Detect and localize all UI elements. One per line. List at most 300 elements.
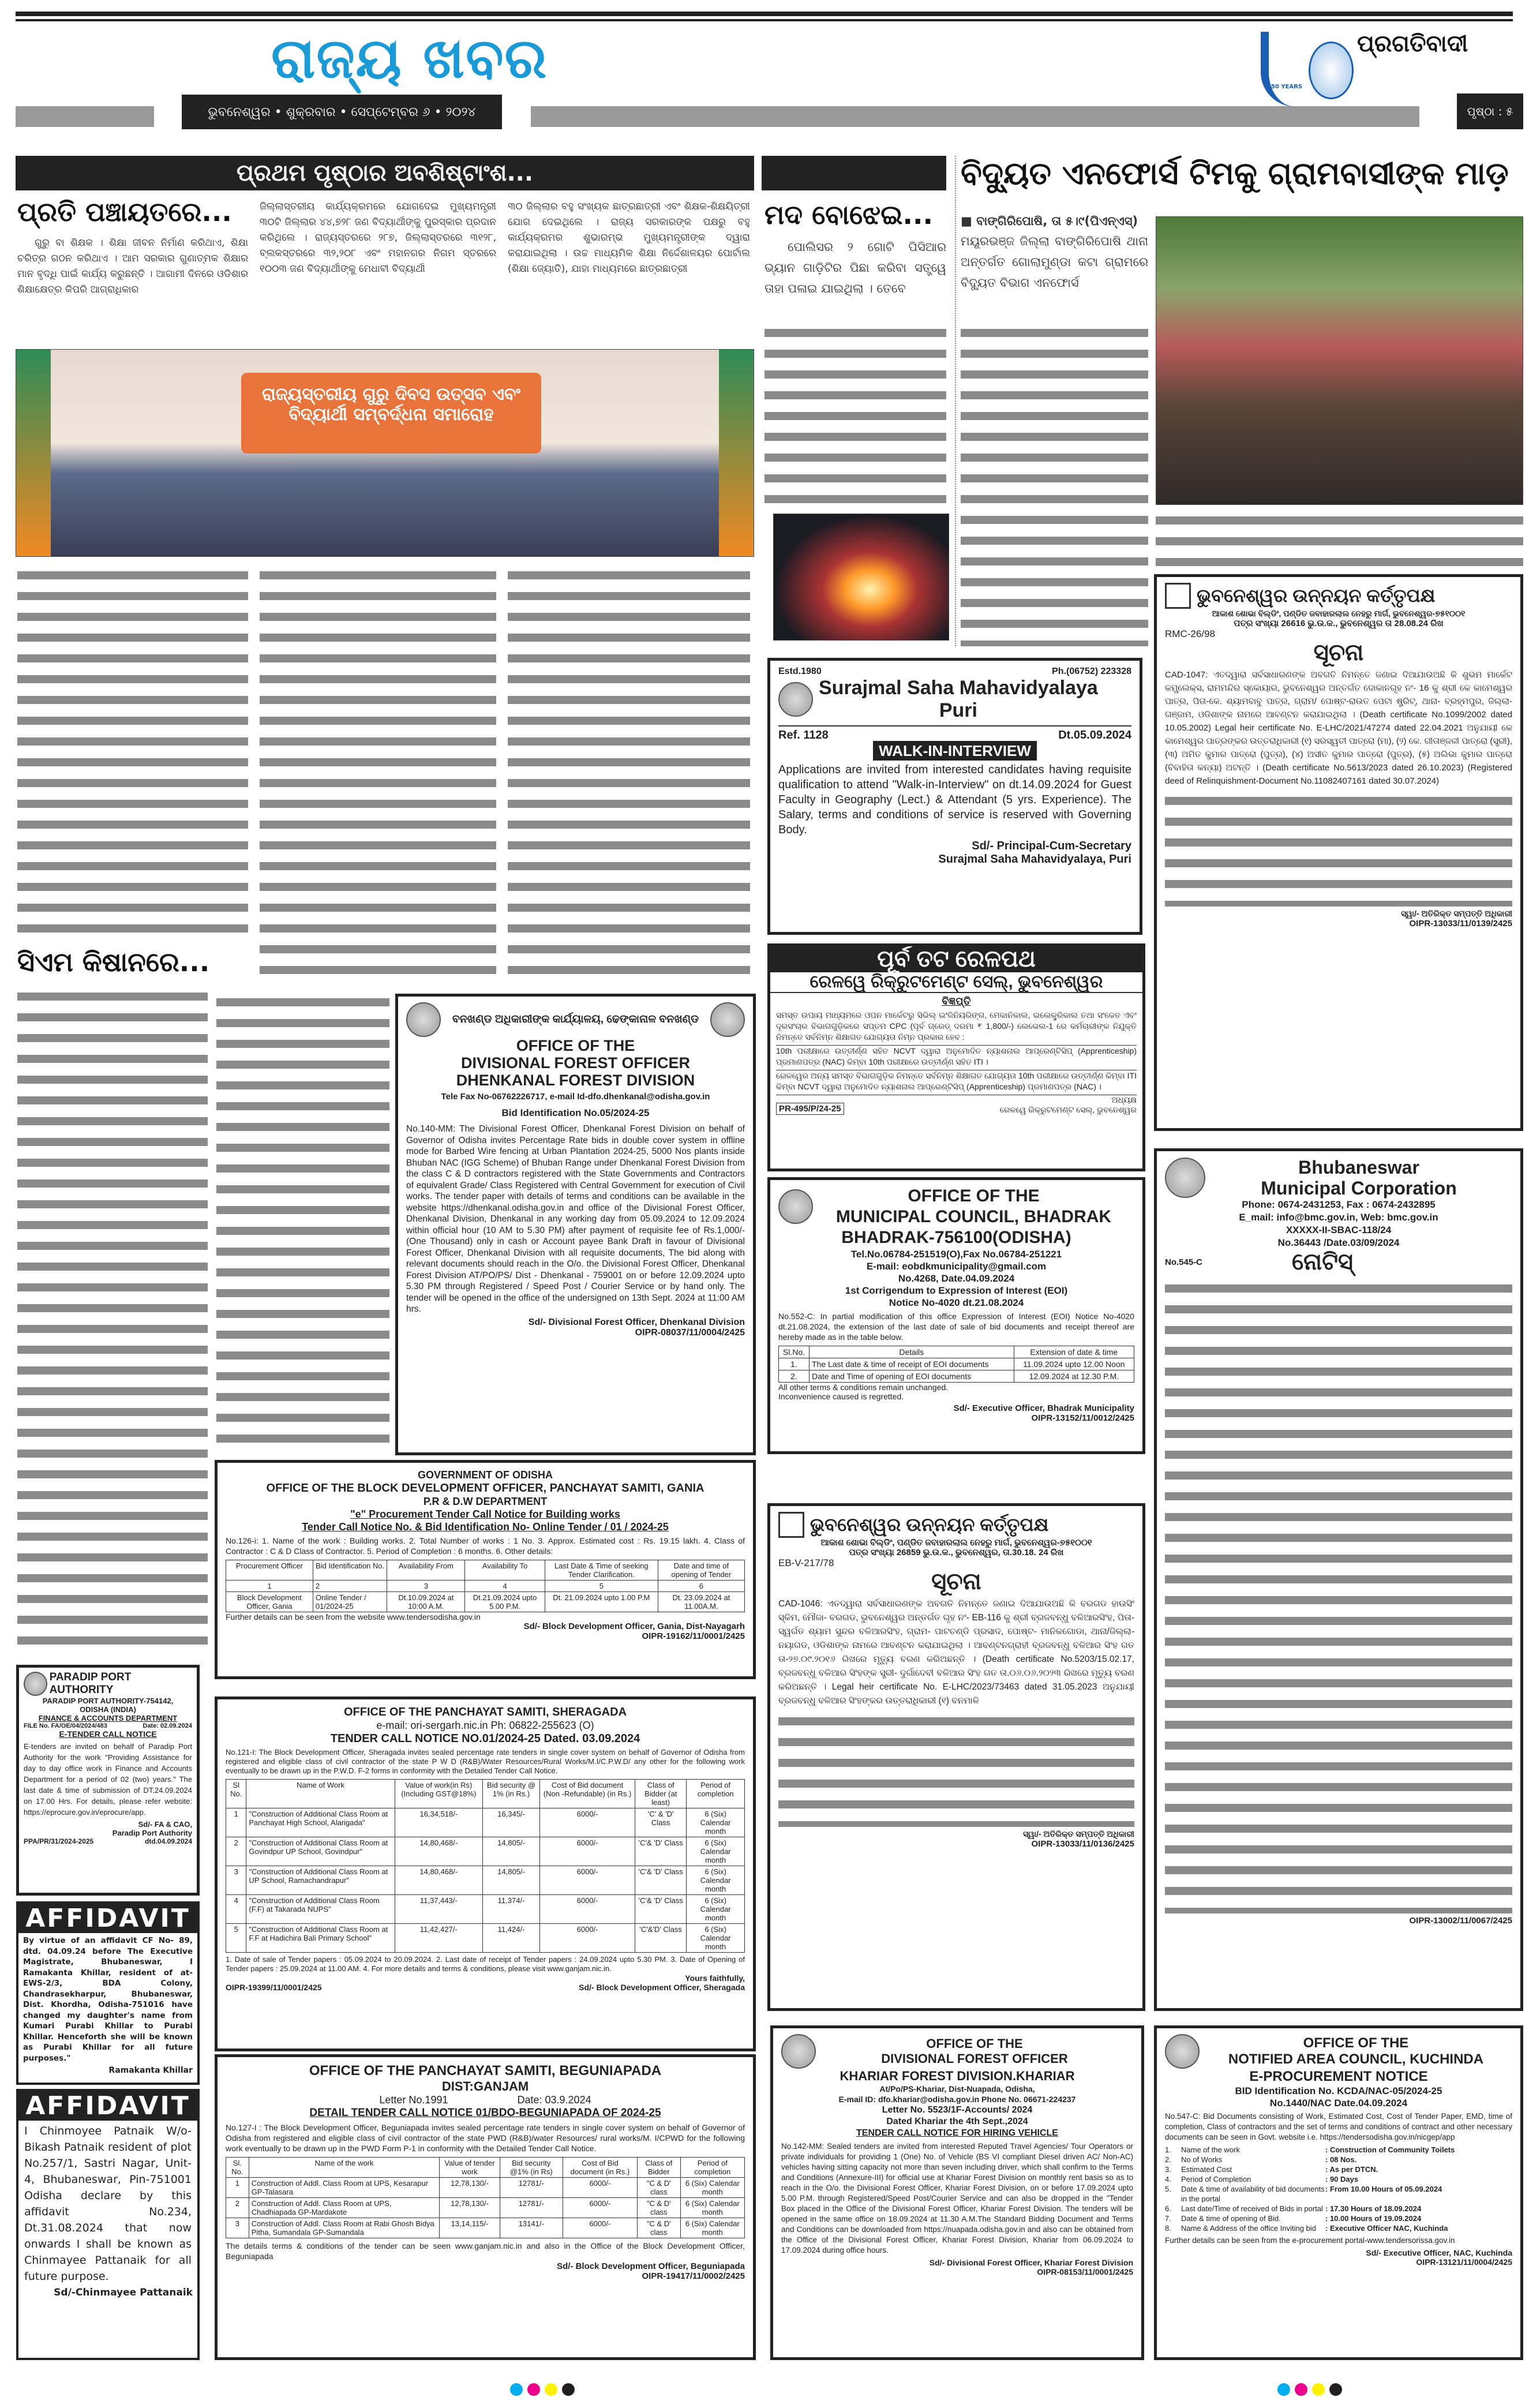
table-cell: Dt. 21.09.2024 upto 1.00 P.M: [545, 1592, 658, 1612]
ad-body: No.552-C: In partial modification of this office Expression of Interest (EOI) Notice No-4020 dt.21.08.2024, the extension of the last date of sale of bid documents and receipt thereof are hereby made as in the table below.: [778, 1312, 1134, 1342]
ad-code: OIPR-19417/11/0002/2425: [642, 2271, 745, 2281]
table-cell: Dt.10.09.2024 at 10:00 A.M.: [387, 1592, 465, 1612]
table-cell: "Construction of Additional Class Room at F.F at Hadichira Bali Primary School": [246, 1924, 395, 1953]
bid-details-list: [1165, 2145, 1512, 2233]
table-cell: 11,37,443/-: [395, 1895, 482, 1924]
table-cell: 6000/-: [563, 2198, 637, 2218]
story1-text-continued: [508, 566, 750, 981]
bda-logo-icon: [778, 1512, 804, 1538]
signature: Sd/- Block Development Officer, Beguniapada: [557, 2261, 745, 2271]
story1-headline: ପ୍ରତି ପଞ୍ଚାୟତରେ...: [17, 196, 232, 227]
item-value: : Construction of Community Toilets: [1325, 2145, 1455, 2154]
ad-heading: KHARIAR FOREST DIVISION.KHARIAR: [840, 2069, 1075, 2083]
item-value: : 08 Nos.: [1325, 2155, 1357, 2164]
date: dtd.04.09.2024: [144, 1837, 192, 1845]
column-header: Sl. No.: [226, 2158, 249, 2178]
item-number: 8.: [1165, 2224, 1171, 2233]
tender-table: [226, 1560, 745, 1612]
lead-text: ମୟୂରଭଞ୍ଜ ଜିଲ୍ଲା ବାଙ୍ଗିରିପୋଷି ଥାନା ଅନ୍ତର୍ଗତ ଗୋଲାମୁଣ୍ଡା କଟା ଗ୍ରାମରେ ବିଦ୍ୟୁତ ବିଭାଗ ଏନଫୋର୍ସ: [961, 234, 1148, 290]
logo-years: 50 YEARS: [1271, 84, 1303, 90]
notice-label: ବିଜ୍ଞପ୍ତି: [942, 995, 971, 1007]
story2-text: [17, 987, 208, 1650]
estd: Estd.1980: [778, 666, 822, 676]
registration-dot: [1329, 2383, 1342, 2396]
letter-no: Letter No. 5523/1F-Accounts/ 2024: [882, 2105, 1033, 2115]
column-header: Bid security @ 1% (in Rs.): [482, 1780, 539, 1808]
table-cell: "C & D' class: [637, 2198, 680, 2218]
signature: Ramakanta Khillar: [108, 2066, 193, 2075]
ad-code: OIPR-13033/11/0139/2425: [1409, 919, 1512, 928]
ad-body-continued: [1165, 791, 1512, 907]
table-cell: "Construction of Additional Class Room at UP School, Ramachandrapur": [246, 1866, 395, 1895]
ad-code: PPA/PR/31/2024-2025: [24, 1837, 94, 1845]
table-cell: Construction of Addl. Class Room at UPS, Kesarapur GP-Talasara: [249, 2178, 440, 2198]
table-cell: Block Development Officer, Gania: [226, 1592, 313, 1612]
registration-marks: [1275, 2383, 1344, 2398]
ad-body: CAD-1046: ଏତଦ୍ୱାରା ସର୍ବସାଧାରଣଙ୍କ ଅବଗତି ନିମନ୍ତେ ଜଣାଇ ଦିଆଯାଉଅଛି କି ବରଗଡ ହାଉସିଂ ସ୍କିମ, ମୌଜା- ବରଗଡ, ଭୁବନେଶ୍ୱର ଅନ୍ତର୍ଗତ ଗୃହ ନଂ- EB-116 କୁ ଶ୍ରୀ ବ୍ରଜବନ୍ଧୁ ବଳିଆରସିଂହ, ପିତା-ସ୍ୱର୍ଗତ ଶ୍ୟାମ ସୁନ୍ଦର ବଳିଆରସିଂହ, ଗ୍ରାମ- ପାଟଚଣ୍ଡି ପ୍ରସାଦ, ପୋଷ୍ଟ- ମାନିକଗୋଡା, ଥାନା/ଜିଲ୍ଲା- ନୟାଗଡ, ଓଡିଶାଙ୍କ ନାମରେ ଆବଣ୍ଟନ କରାଯାଇଥିଲା । ଆବଣ୍ଟନଗ୍ରାହୀ ବ୍ରଜବନ୍ଧୁ ବଳିଆର ସିଂହ ଗତ ତା-୨୭.୦୯.୨୦୧୬ ରିଖରେ ମୃତ୍ୟୁ ବରଣ କରିଅଛନ୍ତି । (Death certificate No.5203/15.02.17, ବ୍ରଜବନ୍ଧୁ ବଳିଆର ସିଂହଙ୍କ ସ୍ତ୍ରୀ- ଦୁର୍ଗାଦେବୀ ବଳିଆର ସିଂହ ଗତ ତା.୦୬.୦୬.୨୦୨୩ ରିଖରେ ମୃତ୍ୟୁ ବରଣ କରିଅଛନ୍ତି । Legal heir certificate No. E-LHC/2023/73463 dated 31.05.2023 ଅନୁଯାୟୀ ବ୍ରଜବନ୍ଧୁ ବଳିଆର ସିଂହଙ୍କର ଉତ୍ତରାଧିକାରୀ (୧) ବନମାଳି: [778, 1599, 1134, 1706]
table-cell: 11,42,427/-: [395, 1924, 482, 1953]
table-cell: 6 (Six) Calendar month: [687, 1924, 745, 1953]
list-item: [1165, 2184, 1512, 2204]
ad-heading: E-PROCUREMENT NOTICE: [1249, 2069, 1428, 2084]
railway-title: ପୂର୍ବ ତଟ ରେଳପଥ: [770, 946, 1142, 972]
notice-title: ନୋଟିସ୍: [1292, 1249, 1353, 1275]
table-row: [779, 1370, 1134, 1383]
section-title: ରାଜ୍ୟ ଖବର: [271, 26, 548, 91]
signature: Sd/- FA & CAO,: [138, 1820, 192, 1829]
ad-heading-odia: ବନଖଣ୍ଡ ଅଧିକାରୀଙ୍କ କାର୍ଯ୍ୟାଳୟ, ଢେଙ୍କାନାଳ ବନଖଣ୍ଡ: [452, 1013, 699, 1025]
item-number: 4.: [1165, 2175, 1171, 2184]
college-seal-icon: [778, 682, 813, 717]
table-row: [226, 1837, 745, 1866]
garland-decoration: [719, 350, 754, 556]
table-cell: Dt. 23.09.2024 at 11.00A.M.: [658, 1592, 744, 1612]
signature-title: ଅଧ୍ୟକ୍ଷ: [1111, 1095, 1137, 1104]
table-header-row: [779, 1346, 1134, 1358]
registration-dot: [545, 2383, 557, 2396]
news-photo-villagers: [1156, 216, 1523, 505]
table-cell: Online Tender / 01/2024-25: [313, 1592, 387, 1612]
item-value: : As per DTCN.: [1325, 2165, 1378, 2174]
ad-code: OIPR-19399/11/0001/2425: [226, 1983, 322, 1992]
nac-seal-icon: [1165, 2034, 1200, 2069]
table-row: [226, 1592, 745, 1612]
ad-body: No.547-C: Bid Documents consisting of Work, Estimated Cost, Cost of Tender Paper, EMD, time of completion, Class of contractors and the set of terms and conditions of contract and other necessary documents can be seen in Govt. website i.e. https://tendersodisha.gov.in/nicgep/app: [1165, 2112, 1512, 2141]
column-header: Date and time of opening of Tender: [658, 1560, 744, 1581]
ad-heading: GOVERNMENT OF ODISHA: [417, 1469, 553, 1481]
ad-surajmal-walk-in: [767, 658, 1142, 935]
table-row: [226, 1866, 745, 1895]
contact: E-mail ID: dfo.khariar@odisha.gov.in Phone No. 06671-224237: [838, 2095, 1076, 2104]
story1-col3: ୩୦ ଜିଲ୍ଲାର ବହୁ ସଂଖ୍ୟକ ଛାତ୍ରଛାତ୍ରୀ ଏବଂ ଶିକ୍ଷକ-ଶିକ୍ଷୟିତ୍ରୀ ଯୋଗ ଦେଇଥିଲେ । ରାଜ୍ୟ ସରକାରଙ୍କ ପକ୍ଷରୁ ବହୁ କାର୍ଯ୍ୟକ୍ରମର ଶୁଭାରମ୍ଭ ମୁଖ୍ୟମନ୍ତ୍ରୀଙ୍କ ଦ୍ୱାରା କରାଯାଇଥିଲା । ଉଚ୍ଚ ମାଧ୍ୟମିକ ଶିକ୍ଷା ନିର୍ଦ୍ଦେଶାଳୟର ପୋର୍ଟାଲ (ଶିକ୍ଷା ଜ୍ୟୋତି), ଯାହା ମାଧ୍ୟମରେ ଛାତ୍ରଛାତ୍ରୀ: [508, 201, 750, 275]
ad-body: ସମସ୍ତ ଉପାୟ ମାଧ୍ୟମରେ ଓପନ ମାର୍କେଟରୁ ସିଭିଲ୍ ଇଂଜିନିୟରିଙ୍ଗ, ମେକାନିକାଲ, ଇଲେକ୍ଟ୍ରିକାଲ ତଥା ସଂକେତ ଏବଂ ଦୂରସଂଚାର ବିଭାଗଗୁଡ଼ିକରେ ସପ୍ତମ CPC (ପୂର୍ବ ଗ୍ରେଡ୍ ଦରମା ₹ 1,800/-) ଲେଭେଲ-1 ରେ କର୍ମଚାରୀଙ୍କ ନିଯୁକ୍ତି ନିମନ୍ତେ ସର୍ବନିମ୍ନ ଶିକ୍ଷାଗତ ଯୋଗ୍ୟତା ନିମ୍ନ ପ୍ରକାର ହେବ :: [776, 1010, 1137, 1042]
ref: No.36443 /Date.03/09/2024: [1277, 1237, 1400, 1248]
ad-heading: Bhubaneswar: [1298, 1157, 1419, 1178]
table-cell: 12,78,130/-: [440, 2178, 500, 2198]
ref: XXXXX-II-SBAC-118/24: [1286, 1224, 1392, 1235]
table-cell: 6000/-: [563, 2218, 637, 2238]
ref: No.4268, Date.04.09.2024: [898, 1273, 1015, 1284]
list-item: [1165, 2164, 1512, 2174]
table-cell: 6 (Six) Calendar month: [687, 1808, 745, 1837]
ad-code: OIPR-13121/11/0004/2425: [1416, 2257, 1512, 2267]
ref: No.1440/NAC Date.04.09.2024: [1269, 2098, 1408, 2109]
ad-dhenkanal-forest: [395, 994, 756, 1455]
ad-body: No.140-MM: The Divisional Forest Officer, Dhenkanal Forest Division on behalf of Governor of Odisha invites Percentage Rate bids in double cover system in offline mode for Barbed Wire fencing at Urban Plantation 2024-25, 5000 Nos plants inside Bhuban NAC (IGG Scheme) of Bhuban Range under Dhenkanal Forest Division from the class C & D contractors registered with the State Governments and Contractors of equivalent Grade/ Class Registered with Central Government for execution of Civil works. The tender paper with details of terms and conditions can be available in the website https://dhenkanal.odisha.gov.in and office of the Divisional Forest Officer, Dhenkanal Division, Dhenkanal in any working day from 05.09.2024 to 12.09.2024 within official hour (10 AM to 5.30 PM) after payment of requisite fee of Rs.1,000/- (One Thousand) only in cash or Account payee Bank Draft in favour of Divisional Forest Officer, Dhenkanal Division with all requisite documents, The bid along with relevant documents should reach in the O/o. the Divisional Forest Officer, Dhenkanal Forest Division AT/PO/PS/ Dist - Dhenkanal - 759001 on or before 12.09.2024 upto 5.30 PM through Registered / Speed Post / Courier Service or by hand only. The tender will be opened in the office of the undersigned on 13th Sept. 2024 at 11:00 AM hrs.: [406, 1124, 745, 1314]
table-cell: 6 (Six) Calendar month: [687, 1837, 745, 1866]
signature: Sd/-Chinmayee Pattanaik: [54, 2287, 193, 2298]
table-cell: 'C'& 'D' Class: [635, 1895, 687, 1924]
ad-subheading: "e" Procurement Tender Call Notice for Building works: [350, 1508, 620, 1520]
table-cell: Date and Time of opening of EOI documents: [809, 1370, 1014, 1383]
ad-body: Applications are invited from interested candidates having requisite qualification to attend "Walk-in-Interview" on dt.14.09.2024 for Guest Faculty in Geography (Lect.) & Attendant (5 yrs. Experience). The Salary, terms and conditions of service is reserved with Governing Body.: [778, 763, 1131, 836]
table-cell: 14,80,468/-: [395, 1837, 482, 1866]
address: At/Po/PS-Khariar, Dist-Nuapada, Odisha,: [879, 2084, 1035, 2094]
tender-table: [226, 2157, 745, 2238]
paper-name-logo: ପ୍ରଗତିବାଦୀ: [1357, 31, 1468, 57]
table-cell: The Last date & time of receipt of EOI documents: [809, 1358, 1014, 1370]
table-cell: 12781/-: [500, 2198, 563, 2218]
table-row: [779, 1358, 1134, 1370]
gray-bar: [16, 106, 154, 127]
table-row: [226, 1895, 745, 1924]
date: Date: 03.9.2024: [517, 2094, 591, 2106]
registration-marks: [508, 2383, 577, 2398]
ad-heading: NOTIFIED AREA COUNCIL, KUCHINDA: [1228, 2051, 1484, 2067]
gray-bar: [531, 106, 1419, 127]
table-cell: 6: [658, 1581, 744, 1592]
ad-bda-cad-1046: [767, 1503, 1145, 2011]
table-cell: "Construction of Additional Class Room at Panchayat High School, Alarigada": [246, 1808, 395, 1837]
top-rule-thin: [16, 19, 1513, 21]
photo-banner-text: ରାଜ୍ୟସ୍ତରୀୟ ଗୁରୁ ଦିବସ ଉତ୍ସବ ଏବଂ ବିଦ୍ୟାର୍ଥୀ ସମ୍ବର୍ଦ୍ଧନା ସମାରୋହ: [241, 373, 541, 454]
column-header: Period of completion: [687, 1780, 745, 1808]
ad-heading: P.R & D.W DEPARTMENT: [423, 1496, 548, 1507]
table-cell: 'C'& 'D' Class: [635, 1866, 687, 1895]
table-cell: 14,805/-: [482, 1866, 539, 1895]
tender-table: [226, 1779, 745, 1953]
table-cell: 12.09.2024 at 12.30 P.M.: [1014, 1370, 1134, 1383]
table-cell: 12781/-: [500, 2178, 563, 2198]
page-number: ପୃଷ୍ଠା : ୫: [1457, 93, 1523, 129]
story3-headline: ମଦ ବୋଝେଇ...: [765, 199, 933, 230]
college-name: Surajmal Saha Mahavidyalaya: [819, 677, 1098, 699]
table-row: [226, 2178, 745, 2198]
table-cell: 2: [226, 1837, 246, 1866]
column-header: Name of Work: [246, 1780, 395, 1808]
ad-heading: ଭୁବନେଶ୍ୱର ଉନ୍ନୟନ କର୍ତ୍ତୃପକ୍ଷ: [810, 1514, 1049, 1535]
signature: Sd/- Block Development Officer, Sheragada: [579, 1983, 745, 1992]
table-cell: 6000/-: [563, 2178, 637, 2198]
ad-body-odia: [1165, 1279, 1512, 1913]
ad-body: No.127-I : The Block Development Officer, Beguniapada invites sealed percentage rate tenders in single cover system on behalf of Governor of Odisha from registered and eligible class of civil contractor of the state PWD (R&B)/water Resources/ rural works/M. I/CPWD for the following work eventually to be drawn up in the PWD Form P-1 in conformity with the Detailed Tender Call Notice.: [226, 2123, 745, 2153]
signature: Sd/- Divisional Forest Officer, Dhenkanal Division: [528, 1317, 745, 1327]
list-item: [1165, 2174, 1512, 2184]
contact: E-mail: eobdkmunicipality@gmail.com: [866, 1261, 1047, 1272]
table-cell: 6 (Six) Calendar month: [687, 1866, 745, 1895]
bmc-logo-icon: [1165, 1158, 1205, 1198]
item-value: : Executive Officer NAC, Kuchinda: [1325, 2224, 1448, 2233]
ad-bhadrak-municipal: [767, 1177, 1145, 1454]
forest-dept-seal-icon: [710, 1002, 745, 1037]
column-header: Class of Bidder: [637, 2158, 680, 2178]
column-header: Details: [809, 1346, 1014, 1358]
ref: RMC-26/98: [1165, 628, 1215, 639]
ad-affidavit-khillar: [16, 1901, 200, 2085]
item-label: Date & time of opening of Bid.: [1181, 2214, 1281, 2223]
list-item: [1165, 2145, 1512, 2155]
top-rule: [16, 12, 1513, 16]
item-label: Name of the work: [1181, 2145, 1240, 2154]
ad-body: E-tenders are invited on behalf of Paradip Port Authority for the work "Providing Assistance for day to day office work in Finance and Accounts Department for a period of 02 (two) years." The last date & time of submission of DT.24.09.2024 on 17.00 Hrs. For details, please refer website: https://eprocure.gov.in/eprocure/app.: [24, 1742, 192, 1817]
ad-subheading: TENDER CALL NOTICE NO.01/2024-25 Dated. 03.09.2024: [330, 1732, 640, 1745]
table-cell: "Construction of Additional Class Room (F.F) at Takarada NUPS": [246, 1895, 395, 1924]
column-header: Sl.No.: [779, 1346, 810, 1358]
table-cell: 12,78,130/-: [440, 2198, 500, 2218]
item-number: 7.: [1165, 2214, 1171, 2223]
table-cell: 2: [226, 2198, 249, 2218]
item-label: Last date/Time of received of Bids in portal: [1181, 2204, 1323, 2213]
notice-title: ସୂଚନା: [1313, 640, 1364, 665]
column-header: Last Date & Time of seeking Tender Clarification.: [545, 1560, 658, 1581]
story1-col2: ଜିଲ୍ଲାସ୍ତରୀୟ କାର୍ଯ୍ୟକ୍ରମରେ ଯୋଗଦେଇ ମୁଖ୍ୟମନ୍ତ୍ରୀ ୩୦ଟି ଜିଲ୍ଲାର ୪୪,୭୨୮ ଜଣ ବିଦ୍ୟାର୍ଥୀଙ୍କୁ ପୁରସ୍କାର ପ୍ରଦାନ କରିଥିଲେ । ରାଜ୍ୟସ୍ତରରେ ୨୮୭, ଜିଲ୍ଲାସ୍ତରରେ ୩୧୨୮, ବ୍ଲକସ୍ତରରେ ୩୨,୨୦୮ ଏବଂ ମହାନଗର ନିଗମ ସ୍ତରରେ ୧୦୦୩ ଜଣ ବିଦ୍ୟାର୍ଥୀଙ୍କୁ ମେଧାବୀ ବିଦ୍ୟାର୍ଥୀ: [260, 201, 496, 275]
story3-text: ପୋଲିସର ୨ ଗୋଟି ପିସିଆର ଭ୍ୟାନ ଗାଡ଼ିଟିର ପିଛା କରିବା ସତ୍ତ୍ୱେ ତାହା ପଳାଇ ଯାଇଥିଲା । ତେବେ: [765, 240, 946, 295]
letter-no: Letter No.1991: [379, 2094, 448, 2106]
table-cell: 6000/-: [540, 1895, 635, 1924]
registration-dot: [562, 2383, 575, 2396]
column-header: Bid security @1% (in Rs): [500, 2158, 563, 2178]
table-cell: 6000/-: [540, 1837, 635, 1866]
ad-heading: OFFICE OF THE PANCHAYAT SAMITI, SHERAGADA: [343, 1706, 627, 1718]
ad-note: Further details can be seen from the e-procurement portal-www.tendersorissa.gov.in: [1165, 2236, 1455, 2245]
list-item: [1165, 2223, 1512, 2233]
ad-note: Further details can be seen from the website www.tendersodisha.gov.in: [226, 1612, 481, 1621]
table-cell: 11.09.2024 upto 12.00 Noon: [1014, 1358, 1134, 1370]
table-cell: "Construction of Additional Class Room at Govindpur UP School, Govindpur": [246, 1837, 395, 1866]
item-value: : 90 Days: [1325, 2175, 1359, 2184]
item-number: 5.: [1165, 2185, 1171, 2193]
contact: Tel.No.06784-251519(O),Fax No.06784-251221: [850, 1249, 1062, 1260]
column-header: Procurement Officer: [226, 1560, 313, 1581]
ad-subheading: TENDER CALL NOTICE FOR HIRING VEHICLE: [856, 2128, 1058, 2138]
date: Dt.05.09.2024: [1058, 729, 1131, 742]
date: Date: 02.09.2024: [143, 1722, 192, 1729]
ad-note: Inconvenience caused is regretted.: [778, 1392, 904, 1401]
item-value: : 17.30 Hours of 18.09.2024: [1325, 2204, 1422, 2213]
ad-subheading: 1st Corrigendum to Expression of Interest (EOI): [845, 1285, 1068, 1296]
ad-bmc-notice: [1154, 1148, 1523, 2011]
garland-decoration: [16, 350, 51, 556]
table-row: [226, 2198, 745, 2218]
news-photo-teachers-day: [16, 349, 754, 557]
story1-text-continued: [17, 566, 248, 935]
ad-subheading: Tender Call Notice No. & Bid Identification No- Online Tender / 01 / 2024-25: [302, 1521, 669, 1533]
walk-in-title: WALK-IN-INTERVIEW: [873, 741, 1037, 761]
ad-code: OIPR-08153/11/0001/2425: [1037, 2267, 1133, 2276]
table-cell: 14,805/-: [482, 1837, 539, 1866]
ad-body: 10th ପରୀକ୍ଷାରେ ଉତ୍ତୀର୍ଣ୍ଣ ସହିତ NCVT ଦ୍ୱାରା ଅନୁମୋଦିତ ନ୍ୟାଶନାଲ ଆପ୍ରେଣ୍ଟିସିପ୍ (Apprenticeship) ପ୍ରମାଣପତ୍ର (NAC) କିମ୍ବା 10th ପରୀକ୍ଷାରେ ଉତ୍ତୀର୍ଣ୍ଣ ସହିତ ITI ।: [776, 1046, 1137, 1066]
table-header-row: [226, 2158, 745, 2178]
column-header: Period of completion: [680, 2158, 744, 2178]
ad-kuchinda-eprocurement: [1154, 2025, 1523, 2360]
affidavit-title: AFFIDAVIT: [18, 1904, 197, 1933]
ad-heading: DIVISIONAL FOREST OFFICER: [460, 1054, 691, 1072]
ad-beguniapada-tender: [215, 2054, 756, 2360]
column-header: Class of Bidder (at least): [635, 1780, 687, 1808]
college-city: Puri: [939, 699, 977, 721]
ref: No.545-C: [1165, 1257, 1203, 1267]
column-header: Availability From: [387, 1560, 465, 1581]
anniversary-logo-icon: [1261, 32, 1304, 107]
table-cell: 2: [313, 1581, 387, 1592]
affidavit-title: AFFIDAVIT: [18, 2091, 197, 2121]
item-number: 2.: [1165, 2155, 1171, 2164]
ad-heading: OFFICE OF THE: [516, 1037, 635, 1054]
ad-code: OIPR-19162/11/0001/2425: [642, 1631, 745, 1641]
item-label: Date & time of availability of bid documents in the portal: [1181, 2185, 1325, 2203]
table-cell: 5: [226, 1924, 246, 1953]
registration-dot: [1295, 2383, 1307, 2396]
ad-heading: OFFICE OF THE BLOCK DEVELOPMENT OFFICER, PANCHAYAT SAMITI, GANIA: [266, 1482, 704, 1495]
table-row: [226, 1808, 745, 1837]
ad-heading: DIVISIONAL FOREST OFFICER: [881, 2051, 1068, 2066]
ad-code: PR-495/P/24-25: [776, 1103, 844, 1115]
table-cell: 'C'&'D' Class: [635, 1924, 687, 1953]
table-cell: 6000/-: [540, 1924, 635, 1953]
column-header: Extension of date & time: [1014, 1346, 1134, 1358]
address: PARADIP PORT AUTHORITY-754142,: [42, 1697, 174, 1705]
table-cell: 1.: [779, 1358, 810, 1370]
letter-no: ପତ୍ର ସଂଖ୍ୟା 26616 ଭୁ.ଉ.କ., ଭୁବନେଶ୍ୱର ତା 28.08.24 ରିଖ: [1234, 619, 1444, 628]
department: FINANCE & ACCOUNTS DEPARTMENT: [38, 1714, 178, 1722]
table-cell: 'C'& 'D' Class: [635, 1837, 687, 1866]
item-label: Period of Completion: [1181, 2175, 1251, 2184]
ad-subheading: DETAIL TENDER CALL NOTICE 01/BDO-BEGUNIAPADA OF 2024-25: [309, 2107, 661, 2119]
ad-code: OIPR-13152/11/0012/2425: [1031, 1413, 1134, 1423]
table-cell: 1: [226, 1581, 313, 1592]
affidavit-body: By virtue of an affidavit CF No- 89, dtd. 04.09.24 before The Executive Magistrate, Bhubaneswar, I Ramakanta Khillar, resident of at-EWS-2/3, BDA Colony, Chandrasekharpur, Bhubaneswar, Dist. Khordha, Odisha-751016 have changed my daughter's name from Kumari Purabi Khillar to Purabi Khillar. Henceforth she will be known as Purabi Khillar for all future purposes.": [23, 1936, 193, 2063]
phone: Ph.(06752) 223328: [1052, 666, 1131, 676]
file-no: FILE No. FA/OE/04/2024/483: [24, 1722, 107, 1729]
signature: Sd/- Principal-Cum-Secretary: [972, 840, 1131, 852]
signature: Paradip Port Authority: [112, 1829, 192, 1837]
notice-title: ସୂଚନା: [931, 1569, 981, 1594]
story2-headline: ସିଏମ କିଷାନରେ...: [17, 946, 210, 978]
column-header: Availability To: [465, 1560, 545, 1581]
ad-note: All other terms & conditions remain unchanged.: [778, 1383, 949, 1392]
bda-logo-icon: [1165, 583, 1191, 609]
ad-subheading: E-TENDER CALL NOTICE: [59, 1729, 157, 1739]
list-item: [1165, 2204, 1512, 2214]
column-header: Sl No.: [226, 1780, 246, 1808]
ad-body-continued: [778, 1712, 1134, 1827]
item-value: : From 10.00 Hours of 05.09.2024: [1325, 2185, 1442, 2193]
table-cell: 'C' & 'D' Class: [635, 1808, 687, 1837]
signature: Sd/- Executive Officer, Bhadrak Municipality: [953, 1403, 1134, 1413]
table-header-row: [226, 1780, 745, 1808]
lead-headline: ବିଦ୍ୟୁତ ଏନଫୋର୍ସ ଟିମକୁ ଗ୍ରାମବାସୀଙ୍କ ମାଡ଼: [961, 155, 1509, 192]
table-cell: 3: [226, 2218, 249, 2238]
table-cell: Construction of Addl. Class Room at UPS, Chadhiapada GP-Mardakote: [249, 2198, 440, 2218]
contact: e-mail: ori-sergarh.nic.in Ph: 06822-255623 (O): [376, 1720, 594, 1731]
table-cell: 11,424/-: [482, 1924, 539, 1953]
table-cell: 3: [387, 1581, 465, 1592]
table-cell: 1: [226, 2178, 249, 2198]
table-cell: 3: [226, 1866, 246, 1895]
table-cell: 14,80,468/-: [395, 1866, 482, 1895]
ad-code: OIPR-13002/11/0067/2425: [1409, 1916, 1512, 1926]
table-row: [226, 1924, 745, 1953]
dateline: ଭୁବନେଶ୍ୱର • ଶୁକ୍ରବାର • ସେପ୍ଟେମ୍ବର ୬ • ୨୦୨୪: [182, 95, 502, 129]
contact: Tele Fax No-06762226717, e-mail Id-dfo.dhenkanal@odisha.gov.in: [441, 1092, 710, 1102]
table-cell: 6000/-: [540, 1866, 635, 1895]
registration-dot: [510, 2383, 523, 2396]
column-header: Value of work(in Rs) (Including GST@18%): [395, 1780, 482, 1808]
table-cell: "C & D' class: [637, 2178, 680, 2198]
address: ଆକାଶ ଶୋଭା ବିଲ୍ଡିଂ, ପଣ୍ଡିତ ଜବାହାରଲାଲ ନେହରୁ ମାର୍ଗ, ଭୁବନେଶ୍ୱର-୭୫୧୦୦୧: [820, 1538, 1092, 1548]
signature: ସ୍ୱା/- ଅତିରିକ୍ତ ସମ୍ପତ୍ତି ଅଧିକାରୀ: [1023, 1829, 1134, 1838]
table-cell: "C & D' class: [637, 2218, 680, 2238]
continued-banner: ପ୍ରଥମ ପୃଷ୍ଠାର ଅବଶିଷ୍ଟାଂଶ...: [16, 156, 754, 190]
column-header: Cost of Bid document (in Rs.): [563, 2158, 637, 2178]
eoi-table: [778, 1346, 1134, 1383]
ad-railway-recruitment: [767, 943, 1145, 1171]
ad-heading: OFFICE OF THE: [926, 2036, 1023, 2051]
table-cell: 16,345/-: [482, 1808, 539, 1837]
item-value: : 10.00 Hours of 19.09.2024: [1325, 2214, 1422, 2223]
ad-heading: OFFICE OF THE: [1303, 2035, 1409, 2051]
table-cell: Dt.21.09.2024 upto 5.00 P.M.: [465, 1592, 545, 1612]
table-cell: 2.: [779, 1370, 810, 1383]
item-label: No of Works: [1181, 2155, 1223, 2164]
closing: Yours faithfully,: [685, 1973, 745, 1983]
ad-body: No.126-i: 1. Name of the work : Building works. 2. Total Number of works : 1 No. 3. Approx. Estimated cost : Rs. 19.15 lakh. 4. Class of Contractor : C & D Class of Contractor. 5. Period of Completion : 6 months. 6. Other details:: [226, 1536, 745, 1556]
ad-code: OIPR-13033/11/0136/2425: [1031, 1839, 1134, 1849]
address: ଆକାଶ ଶୋଭା ବିଲ୍ଡିଂ, ପଣ୍ଡିତ ଜବାହାରଲାଲ ନେହରୁ ମାର୍ଗ, ଭୁବନେଶ୍ୱର-୭୫୧୦୦୧: [1212, 609, 1466, 618]
address: ODISHA (INDIA): [80, 1705, 136, 1714]
ad-heading: OFFICE OF THE PANCHAYAT SAMITI, BEGUNIAPADA: [309, 2063, 662, 2079]
table-cell: 1: [226, 1808, 246, 1837]
story2-text: [216, 993, 389, 1454]
table-header-row: [226, 1560, 745, 1581]
news-photo-fire: [773, 514, 949, 641]
table-cell: 6 (Six) Calendar month: [680, 2198, 744, 2218]
item-number: 6.: [1165, 2204, 1171, 2213]
ad-body: CAD-1047: ଏତଦ୍ୱାରା ସର୍ବସାଧାରଣଙ୍କ ଅବଗତି ନିମନ୍ତେ ଜଣାଇ ଦିଆଯାଉଅଛି କି ଶୁଭମ ମାର୍କେଟ କମ୍ପ୍ଲେକ୍ସ, ରାମମନ୍ଦିର ସ୍କୋୟାର, ଭୁବନେଶ୍ୱର ଅନ୍ତର୍ଗତ ଦୋକାନଗୃହ ନଂ- 16 କୁ ଶ୍ରୀ କେ କାମେଶ୍ୱର ପାତ୍ର, ପିତା-କେ. ଶ୍ୟାମବାବୁ ପାତ୍ର, ଗ୍ରାମ/ ପୋଷ୍ଟ-ରାଉତ ପେଟା ଷ୍ଟ୍ରିଟ୍, ଥାନା- ବ୍ରହ୍ମପୁର, ଜିଲ୍ଲା- ଗଞ୍ଜାମ, ଓଡିଶାଙ୍କ ନାମରେ ଆବଣ୍ଟନ କରାଯାଇଥିଲା । (Death certificate No.1099/2002 dated 10.05.2002) Legal heir certificate No. E-LHC/2021/47274 dated 22.04.2021 ଅନୁଯାୟୀ କେ କାମେଶ୍ୱର ପାତ୍ରଙ୍କର ଉତ୍ତରାଧିକାରୀ (୧) ସରସ୍ୱତୀ ପାତ୍ରୋ (ମା), (୨) କେ. ଗୀତାଞ୍ଜଳୀ ପାତ୍ରୋ (ସ୍ତ୍ରୀ), (୩) ଅମିତ କୁମାର ପାତ୍ରୋ (ପୁତ୍ର), (୪) ଅସୀତ କୁମାର ପାତ୍ରୋ (ପୁତ୍ର), (୫) ଅଲିଭା କୁମାର ପାତ୍ରୋ (ବିବାହିତା କନ୍ୟା) ଅଟନ୍ତି । (Death certificate No.5613/2023 dated 26.10.2023) (Registered deed of Relinquishment-Document No.11082407161 dated 30.07.2024): [1165, 670, 1512, 786]
ad-paradip-port: [16, 1665, 200, 1896]
column-header: Cost of Bid document (Non -Refundable) (in Rs.): [540, 1780, 635, 1808]
ad-heading: DHENKANAL FOREST DIVISION: [456, 1072, 695, 1089]
railway-subtitle: ରେଳୱେ ରିକ୍ରୁଟମେଣ୍ଟ ସେଲ୍, ଭୁବନେଶ୍ୱର: [770, 972, 1142, 993]
odisha-emblem-icon: [778, 1189, 813, 1224]
ad-bda-cad-1047: [1154, 574, 1523, 1131]
contact: E_mail: info@bmc.gov.in, Web: bmc.gov.in: [1239, 1212, 1438, 1223]
registration-dot: [1277, 2383, 1290, 2396]
ad-note: The details terms & conditions of the tender can be seen www.ganjam.nic.in and also in the Office of the Block Development Officer, Beguniapada: [226, 2241, 745, 2261]
seal-icon: [1309, 42, 1354, 99]
table-row: [226, 1581, 745, 1592]
column-header: Name of the work: [249, 2158, 440, 2178]
ad-sheragada-tender: [215, 1697, 756, 2051]
lead-text-continued: [961, 323, 1148, 646]
table-cell: 16,34,518/-: [395, 1808, 482, 1837]
item-label: Name & Address of the office Inviting bid: [1181, 2224, 1316, 2233]
ad-heading: DIST:GANJAM: [441, 2079, 529, 2094]
ref: EB-V-217/78: [778, 1557, 834, 1568]
ref: Ref. 1128: [778, 729, 829, 742]
table-cell: Construction of Addl. Class Room at Rabi Ghosh Bidya Pitha, Sumandala GP-Sumandala: [249, 2218, 440, 2238]
ad-subheading: Notice No-4020 dt.21.08.2024: [889, 1297, 1024, 1308]
